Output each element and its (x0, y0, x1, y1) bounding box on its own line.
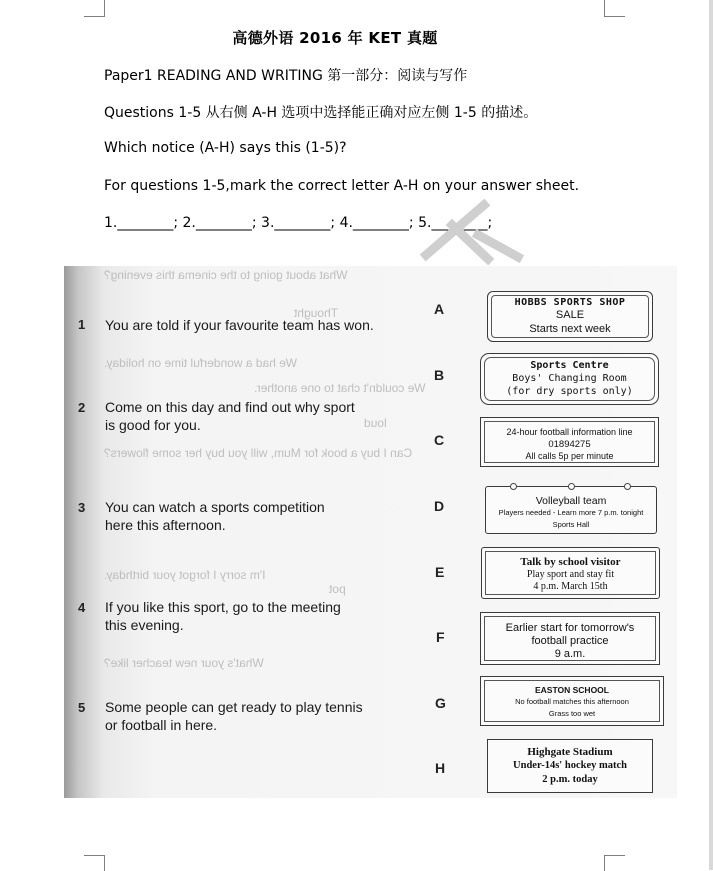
notice-letter: G (435, 695, 446, 711)
notice-line: Earlier start for tomorrow's (505, 622, 635, 634)
question-text: Come on this day and find out why sport is good for you. (105, 399, 355, 433)
notice-line: football practice (531, 635, 609, 647)
notice-c (480, 417, 659, 467)
notice-line: 9 a.m. (554, 648, 586, 660)
bleed-through-text: Thought (294, 306, 339, 320)
notice-e (481, 547, 660, 599)
notice-line: (for dry sports only) (506, 386, 633, 397)
notice-b (480, 353, 659, 405)
question-number: 5 (78, 700, 86, 715)
notice-line: 01894275 (548, 439, 591, 450)
pin-icon (568, 483, 575, 490)
watermark-logo (418, 195, 528, 265)
notice-line: 24-hour football information line (506, 427, 633, 437)
notice-letter: F (436, 629, 445, 645)
crop-mark-top-left (84, 0, 105, 17)
notice-line: 4 p.m. March 15th (533, 581, 608, 592)
notice-letter: B (434, 367, 445, 383)
notice-letter: D (434, 498, 445, 514)
notice-line: All calls 5p per minute (525, 451, 614, 461)
pin-icon (624, 483, 631, 490)
notice-line: HOBBS SPORTS SHOP (514, 297, 626, 308)
question-text: You are told if your favourite team has won. (105, 317, 374, 333)
bleed-through-text: I'm sorry I forgot your birthday. (104, 568, 266, 582)
notice-line: Sports Centre (530, 360, 609, 371)
crop-mark-top-right (604, 0, 625, 17)
question-number: 4 (78, 600, 86, 615)
pin-icon (510, 483, 517, 490)
which-notice-question: Which notice (A-H) says this (1-5)? (104, 140, 347, 156)
notice-line: Boys' Changing Room (512, 373, 627, 384)
question-number: 2 (78, 400, 86, 415)
notice-f (480, 612, 660, 665)
notice-letter: C (434, 432, 445, 448)
bleed-through-text: loud (364, 416, 387, 430)
bleed-through-text: We couldn't chat to one another. (254, 381, 426, 395)
notice-line: Sports Hall (552, 520, 590, 529)
bleed-through-text: What's your new teacher like? (104, 656, 264, 670)
notice-line: Under-14s' hockey match (513, 760, 627, 771)
notice-h (487, 739, 653, 793)
notice-line: 2 p.m. today (542, 774, 598, 785)
answer-blanks: 1.________; 2.________; 3.________; 4.________; 5.________; (104, 215, 493, 231)
notice-line: Play sport and stay fit (526, 569, 615, 580)
notice-line: Volleyball team (535, 495, 607, 507)
crop-mark-bottom-left (84, 855, 105, 871)
scanned-exam-page (64, 266, 677, 798)
notice-line: No football matches this afternoon (515, 697, 629, 706)
bleed-through-text: Can I buy a book for Mum, will you buy her some flowers? (104, 446, 413, 460)
notice-line: Starts next week (529, 323, 611, 335)
notice-g (480, 676, 664, 726)
question-number: 1 (78, 317, 86, 332)
question-text: You can watch a sports competition here this afternoon. (105, 499, 325, 533)
notice-line: Talk by school visitor (520, 556, 621, 568)
notice-line: Players needed - Learn more 7 p.m. tonight (498, 508, 644, 517)
question-text: Some people can get ready to play tennis or football in here. (105, 699, 363, 733)
notice-d (485, 486, 657, 534)
question-text: If you like this sport, go to the meeting this evening. (105, 599, 341, 633)
crop-mark-bottom-right (604, 855, 625, 871)
bleed-through-text: pot (329, 582, 346, 596)
notice-letter: H (435, 760, 446, 776)
questions-instruction-cn: Questions 1-5 从右侧 A-H 选项中选择能正确对应左侧 1-5 的描述。 (104, 105, 538, 121)
notice-line: Grass too wet (548, 709, 596, 718)
notice-line: EASTON SCHOOL (535, 685, 609, 695)
answer-sheet-instruction: For questions 1-5,mark the correct letter A-H on your answer sheet. (104, 178, 580, 194)
paper-heading: Paper1 READING AND WRITING 第一部分：阅读与写作 (104, 68, 468, 84)
page-title: 高德外语 2016 年 KET 真题 (232, 29, 438, 47)
notice-line: Highgate Stadium (527, 746, 613, 758)
bleed-through-text: What about going to the cinema this evening? (104, 268, 348, 282)
notice-letter: A (434, 301, 445, 317)
question-number: 3 (78, 500, 86, 515)
notice-line: SALE (555, 309, 585, 321)
notice-letter: E (435, 564, 445, 580)
bleed-through-text: We had a wonderful time on holiday. (104, 356, 298, 370)
notice-a (487, 291, 653, 342)
page-edge-shadow (709, 0, 713, 870)
